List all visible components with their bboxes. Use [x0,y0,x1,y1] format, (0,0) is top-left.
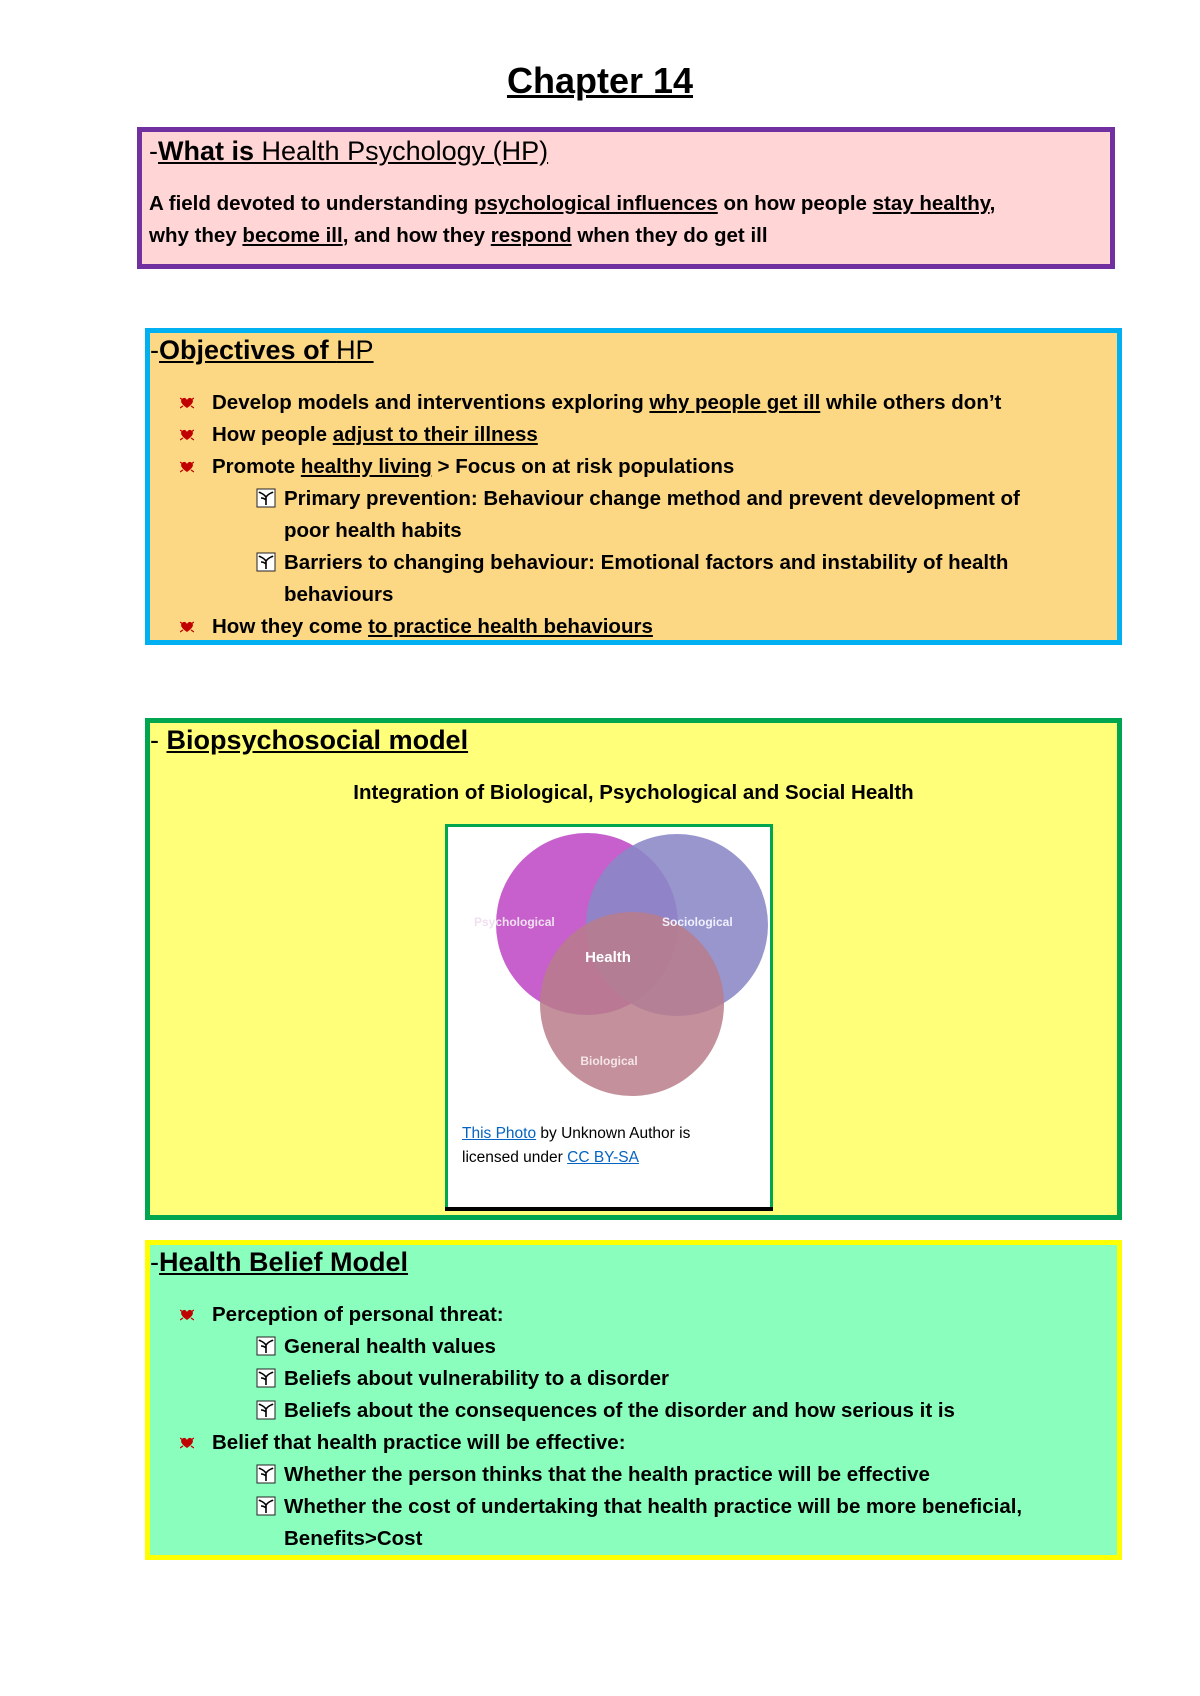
list-item: Belief that health practice will be effective: Whether the person thinks that the health practice will be effective Whether the cost of undertaking that health practice will be more beneficial, Benefits>Cost [150,1427,1110,1555]
list-item: Develop models and interventions exploring why people get ill while others don’t [150,387,1110,419]
biological-circle [540,912,724,1096]
sprout-bullet-icon [256,1400,276,1420]
biopsychosocial-subtitle: Integration of Biological, Psychological and Social Health [353,781,914,804]
health-belief-section [145,1240,1122,1560]
objectives-heading: -Objectives of HP [150,335,374,365]
biological-label: Biological [580,1054,638,1068]
heart-bullet-icon [180,1437,194,1449]
biopsychosocial-heading: - Biopsychosocial model [150,725,469,755]
health-label: Health [585,949,631,966]
license-link[interactable]: CC BY-SA [567,1149,639,1166]
health-psychology-heading: -What is Health Psychology (HP) [149,136,549,166]
health-belief-list [150,1299,1110,1555]
health-belief-heading: -Health Belief Model [150,1247,409,1277]
sub-list-item: Whether the cost of undertaking that health practice will be more beneficial, Benefits>Cost [222,1491,1052,1555]
sprout-bullet-icon [256,488,276,508]
figure-bottom-rule [445,1207,773,1211]
sub-list-item: Primary prevention: Behaviour change method and prevent development of poor health habits [222,483,1042,547]
list-item: How they come to practice health behaviours [150,611,1110,643]
psychological-label: Psychological [474,915,555,929]
figure-frame [445,824,773,1211]
heart-bullet-icon [180,621,194,633]
list-item: Promote healthy living > Focus on at risk populations Primary prevention: Behaviour change method and prevent development of poor health habits Barriers to changing behaviour: Emotional factors and instability of health behaviours [150,451,1110,611]
sprout-bullet-icon [256,552,276,572]
heart-bullet-icon [180,397,194,409]
heart-bullet-icon [180,429,194,441]
objectives-section [145,328,1122,645]
heart-bullet-icon [180,461,194,473]
sociological-label: Sociological [662,915,733,929]
sub-list-item: General health values [222,1331,1082,1363]
health-psychology-section [137,127,1115,269]
sprout-bullet-icon [256,1368,276,1388]
health-psychology-definition: A field devoted to understanding psychological influences on how people stay healthy, why they become ill, and how they respond when they do get ill [149,192,996,247]
biopsychosocial-section [145,718,1122,1220]
sprout-bullet-icon [256,1336,276,1356]
objectives-list [150,387,1110,643]
venn-diagram [448,827,770,1097]
sprout-bullet-icon [256,1464,276,1484]
sub-list-item: Whether the person thinks that the health practice will be effective [222,1459,1052,1491]
heart-bullet-icon [180,1309,194,1321]
photo-caption: This Photo by Unknown Author is licensed under CC BY-SA [462,1125,691,1166]
sub-list-item: Beliefs about the consequences of the disorder and how serious it is [222,1395,1082,1427]
list-item: Perception of personal threat: General health values Beliefs about vulnerability to a disorder Beliefs about the consequences of the disorder and how serious it is [150,1299,1110,1427]
this-photo-link[interactable]: This Photo [462,1125,537,1142]
sub-list-item: Beliefs about vulnerability to a disorder [222,1363,1082,1395]
list-item: How people adjust to their illness [150,419,1110,451]
sub-list-item: Barriers to changing behaviour: Emotional factors and instability of health behaviours [222,547,1042,611]
page-title: Chapter 14 [506,60,694,101]
sprout-bullet-icon [256,1496,276,1516]
